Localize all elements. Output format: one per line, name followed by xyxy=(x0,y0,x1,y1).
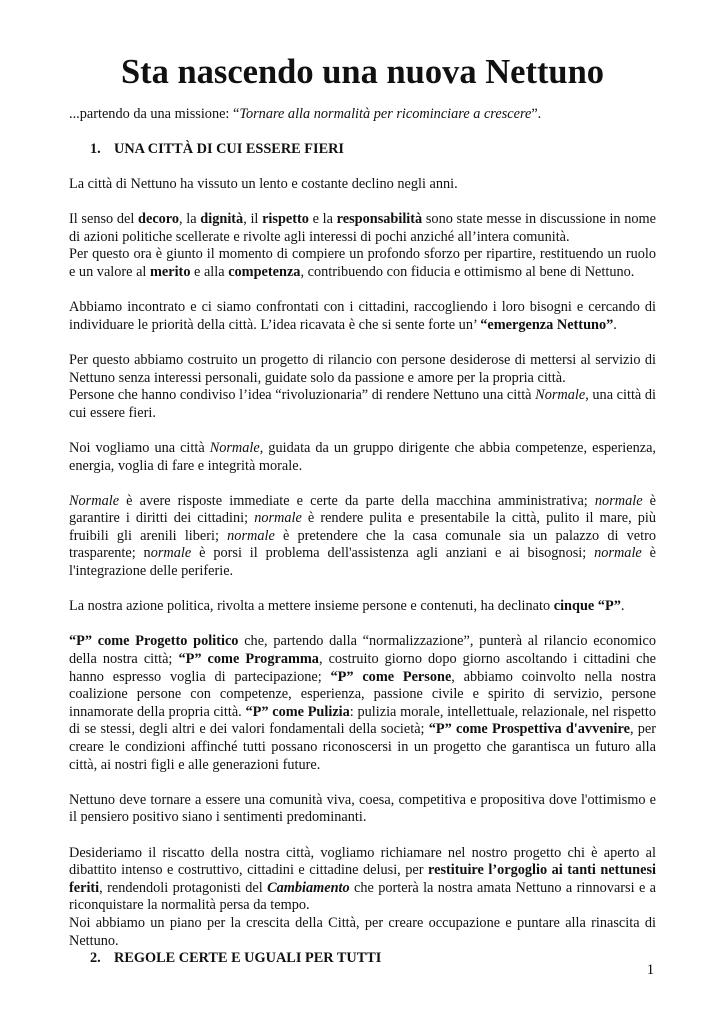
paragraph-12 xyxy=(69,845,656,915)
paragraph-13: Noi abbiamo un piano per la crescita della Città, per creare occupazione e puntare alla rinascita di Nettuno. xyxy=(69,914,656,949)
text-run: che porterà la nostra amata Nettuno a rinnovarsi e a riconquistare la normalità persa da tempo. xyxy=(69,879,656,914)
paragraph-8 xyxy=(69,493,656,581)
bold-rispetto: rispetto xyxy=(262,211,309,228)
bold-competenza: competenza xyxy=(228,263,301,280)
text-run: . xyxy=(613,316,617,333)
section-number: 1. xyxy=(90,140,101,157)
bold-italic-cambiamento: Cambiamento xyxy=(267,879,350,896)
paragraph-1: La città di Nettuno ha vissuto un lento e costante declino negli anni. xyxy=(69,176,458,192)
text-run: è avere risposte immediate e certe da parte della macchina amministrativa; xyxy=(119,492,595,509)
text-run: che, partendo dalla “normalizzazione”, punterà al rilancio economico della nostra città; xyxy=(69,633,657,668)
paragraph-11: Nettuno deve tornare a essere una comunità viva, coesa, competitiva e propositiva dove l'ottimismo e il pensiero positivo siano i sentimenti predominanti. xyxy=(69,791,656,826)
bold-restituire-orgoglio: restituire l’orgoglio ai tanti nettunesi feriti xyxy=(69,862,656,896)
bold-responsabilita: responsabilità xyxy=(336,211,423,228)
text-run: e alla xyxy=(190,263,229,280)
text-run: : pulizia morale, intellettuale, relazionale, nel rispetto di se stessi, degli altri e dei valori fondamentali della società; xyxy=(69,703,656,738)
italic-normale: Normale xyxy=(69,492,120,509)
text-run: Abbiamo incontrato e ci siamo confrontati con i cittadini, raccogliendo i loro bisogni e cercando di individuare le priorità della città. L’idea ricavata è che si sente forte un’ xyxy=(69,299,656,333)
intro-mission: Tornare alla normalità per ricominciare a crescere xyxy=(239,106,532,122)
text-run: Per questo ora è giunto il momento di compiere un profondo sforzo per ripartire, restituendo un ruolo e un valore al xyxy=(69,246,656,280)
text-run: , per creare le condizioni affinché tutti possano riconoscersi in un progetto che garantisca un futuro alla città, ai nostri figli e alle generazioni future. xyxy=(69,721,656,773)
text-run: Noi vogliamo una città xyxy=(69,439,210,456)
paragraph-10 xyxy=(69,633,656,774)
text-run: Persone che hanno condiviso l’idea “rivoluzionaria” di rendere Nettuno una città xyxy=(69,387,536,404)
italic-normale: Normale xyxy=(535,387,586,404)
text-run: sono state messe in discussione in nome di azioni politiche scellerate e rivolte agli interessi di pochi anziché all’intera comunità. xyxy=(69,211,657,245)
paragraph-2 xyxy=(69,211,656,246)
bold-p-progetto: “P” come Progetto politico xyxy=(69,633,239,650)
section-heading-1 xyxy=(90,141,656,159)
paragraph-9 xyxy=(69,598,656,616)
text-run: . xyxy=(620,598,625,615)
paragraph-5: Per questo abbiamo costruito un progetto di rilancio con persone desiderose di mettersi al servizio di Nettuno senza interessi personali, guidate solo da passione e amore per la propria città. xyxy=(69,351,656,386)
page-title: Sta nascendo una nuova Nettuno xyxy=(120,53,605,91)
italic-normale: normale xyxy=(227,527,275,544)
bold-p-programma: “P” come Programma xyxy=(178,651,319,668)
paragraph-3 xyxy=(69,246,656,281)
text-run: , la xyxy=(179,211,201,228)
page-number: 1 xyxy=(646,962,654,978)
text-run: è porsi il problema dell'assistenza agli anziani e ai bisognosi; xyxy=(191,545,595,562)
paragraph-7 xyxy=(69,440,656,475)
text-run: è rendere pulita e presentabile la città, pulito il mare, più fruibili gli arenili liberi; xyxy=(69,510,657,544)
intro-prefix: ...partendo da una missione: “ xyxy=(69,106,240,122)
text-run: , costruito giorno dopo giorno ascoltando i cittadini che hanno espresso voglia di partecipazione; xyxy=(69,651,657,685)
bold-p-prospettiva: “P” come Prospettiva d'avvenire xyxy=(428,721,630,738)
italic-normale: normale xyxy=(594,492,643,509)
text-run: è pretendere che la casa comunale sia un palazzo di vetro trasparente; n xyxy=(69,527,656,562)
text-run: , contribuendo con fiducia e ottimismo al bene di Nettuno. xyxy=(300,263,635,280)
section-number: 2. xyxy=(90,950,101,967)
italic-normale: normale xyxy=(254,510,302,527)
paragraph-4 xyxy=(69,299,656,334)
italic-normale: normale xyxy=(594,545,642,562)
text-run: , una città di cui essere fieri. xyxy=(69,387,657,421)
italic-normale: ormale xyxy=(150,545,192,562)
bold-emergenza: “emergenza Nettuno” xyxy=(480,316,614,333)
text-run: La nostra azione politica, rivolta a mettere insieme persone e contenuti, ha declinato xyxy=(69,598,554,615)
text-run: , abbiamo coinvolto nella nostra coalizione persone con competenze, esperienza, passione civile e spirito di servizio, persone innamorate della propria città. xyxy=(69,668,656,720)
paragraph-6 xyxy=(69,387,656,422)
section-heading-text: REGOLE CERTE E UGUALI PER TUTTI xyxy=(114,950,382,967)
section-heading-text: UNA CITTÀ DI CUI ESSERE FIERI xyxy=(114,140,344,157)
bold-merito: merito xyxy=(149,263,191,280)
intro-line xyxy=(69,106,656,124)
text-run: Il senso del xyxy=(69,211,139,228)
section-heading-2 xyxy=(90,950,656,968)
text-run: è garantire i diritti dei cittadini; xyxy=(69,492,656,527)
italic-normale: Normale, xyxy=(209,439,264,456)
bold-cinque-p: cinque “P” xyxy=(553,598,621,615)
text-run: , il xyxy=(243,211,263,228)
bold-decoro: decoro xyxy=(138,211,180,228)
text-run: e la xyxy=(308,211,337,228)
intro-suffix: ”. xyxy=(531,106,542,122)
bold-p-pulizia: “P” come Pulizia xyxy=(245,703,350,720)
text-run: , rendendoli protagonisti del xyxy=(99,879,268,896)
text-run: Desideriamo il riscatto della nostra città, vogliamo richiamare nel nostro progetto chi è aperto al dibattito intenso e costruttivo, cittadini e cittadine delusi, per xyxy=(69,844,656,879)
text-run: è l'integrazione delle periferie. xyxy=(69,545,657,580)
bold-p-persone: “P” come Persone xyxy=(330,668,452,685)
text-run: guidata da un gruppo dirigente che abbia competenze, esperienza, energia, voglia di fare e integrità morale. xyxy=(69,439,656,474)
bold-dignita: dignità xyxy=(200,211,244,228)
